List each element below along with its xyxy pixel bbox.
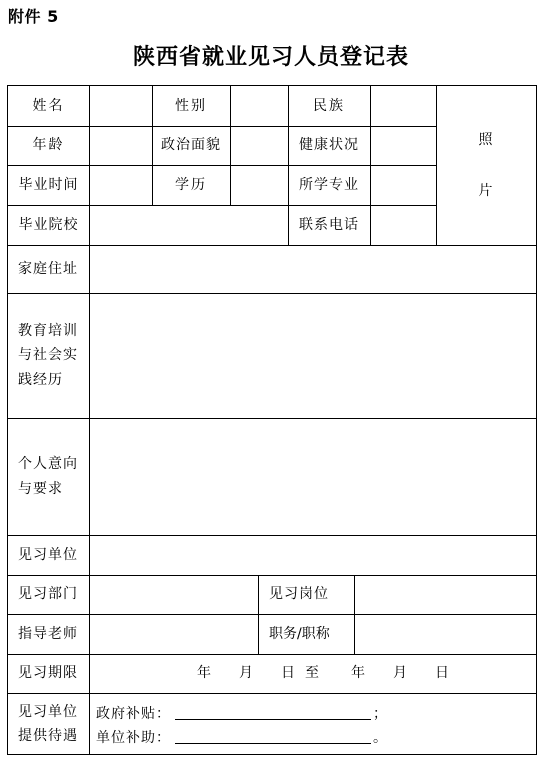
label-position: 见习岗位 [269, 586, 329, 603]
ethnicity-field[interactable] [371, 86, 436, 126]
label-mentor-title: 职务/职称 [269, 625, 330, 642]
period-year-start: 年 [197, 665, 211, 682]
intention-field[interactable] [90, 418, 536, 535]
health-field[interactable] [371, 126, 436, 165]
education-field[interactable] [231, 165, 288, 205]
label-period: 见习期限 [18, 665, 78, 682]
photo-label-top: 照 [478, 132, 495, 148]
period-day-end: 日 [435, 665, 449, 682]
label-health: 健康状况 [299, 137, 359, 154]
unit-field[interactable] [90, 535, 536, 575]
label-benefits-line2: 提供待遇 [18, 728, 78, 744]
photo-box[interactable] [437, 86, 536, 245]
label-gender: 性别 [175, 97, 207, 114]
graduation-time-field[interactable] [90, 165, 152, 205]
mentor-title-field[interactable] [355, 614, 536, 654]
label-address: 家庭住址 [18, 260, 78, 277]
label-education-history [8, 293, 89, 418]
label-education-history-line2: 与社会实 [18, 347, 78, 364]
age-field[interactable] [90, 126, 152, 165]
education-history-field[interactable] [90, 293, 536, 418]
mentor-field[interactable] [90, 614, 258, 654]
label-benefits [8, 693, 89, 755]
phone-field[interactable] [371, 205, 436, 245]
attachment-number: 附件 5 [8, 7, 59, 26]
label-age: 年龄 [32, 137, 65, 154]
gov-subsidy-row [96, 703, 388, 723]
label-major: 所学专业 [299, 176, 359, 193]
period-month-end: 月 [393, 665, 407, 682]
name-field[interactable] [90, 86, 152, 126]
photo-label-bottom: 片 [478, 182, 495, 199]
label-mentor: 指导老师 [18, 625, 78, 642]
label-education-history-line1: 教育培训 [18, 322, 78, 339]
period-month-start: 月 [239, 665, 253, 682]
label-phone: 联系电话 [299, 216, 359, 233]
position-field[interactable] [355, 575, 536, 614]
unit-subsidy-field[interactable] [175, 730, 371, 744]
gender-field[interactable] [231, 86, 288, 126]
label-intention-line2: 与要求 [18, 480, 63, 497]
label-gov-subsidy: 政府补贴： [96, 706, 171, 722]
label-unit-subsidy: 单位补助： [96, 730, 171, 746]
period-year-end: 年 [351, 665, 365, 682]
label-unit: 见习单位 [18, 546, 78, 563]
label-ethnicity: 民族 [313, 97, 345, 114]
unit-subsidy-end: 。 [373, 730, 388, 746]
label-department: 见习部门 [18, 586, 78, 603]
label-intention-line1: 个人意向 [18, 456, 78, 472]
period-day-start: 日至 [281, 665, 329, 682]
political-status-field[interactable] [231, 126, 288, 165]
period-field[interactable] [90, 654, 536, 693]
label-benefits-line1: 见习单位 [18, 703, 78, 720]
unit-subsidy-row [96, 727, 388, 747]
label-intention [8, 418, 89, 535]
department-field[interactable] [90, 575, 258, 614]
label-graduation-time: 毕业时间 [18, 176, 79, 193]
gov-subsidy-field[interactable] [175, 706, 371, 720]
label-school: 毕业院校 [18, 216, 79, 233]
registration-form [7, 85, 537, 755]
major-field[interactable] [371, 165, 436, 205]
address-field[interactable] [90, 245, 536, 293]
form-title: 陕西省就业见习人员登记表 [132, 45, 409, 70]
label-political-status: 政治面貌 [161, 137, 221, 154]
label-name: 姓名 [32, 97, 65, 114]
school-field[interactable] [90, 205, 288, 245]
label-education: 学历 [175, 176, 207, 193]
label-education-history-line3: 践经历 [18, 371, 63, 388]
gov-subsidy-end: ； [373, 706, 388, 722]
